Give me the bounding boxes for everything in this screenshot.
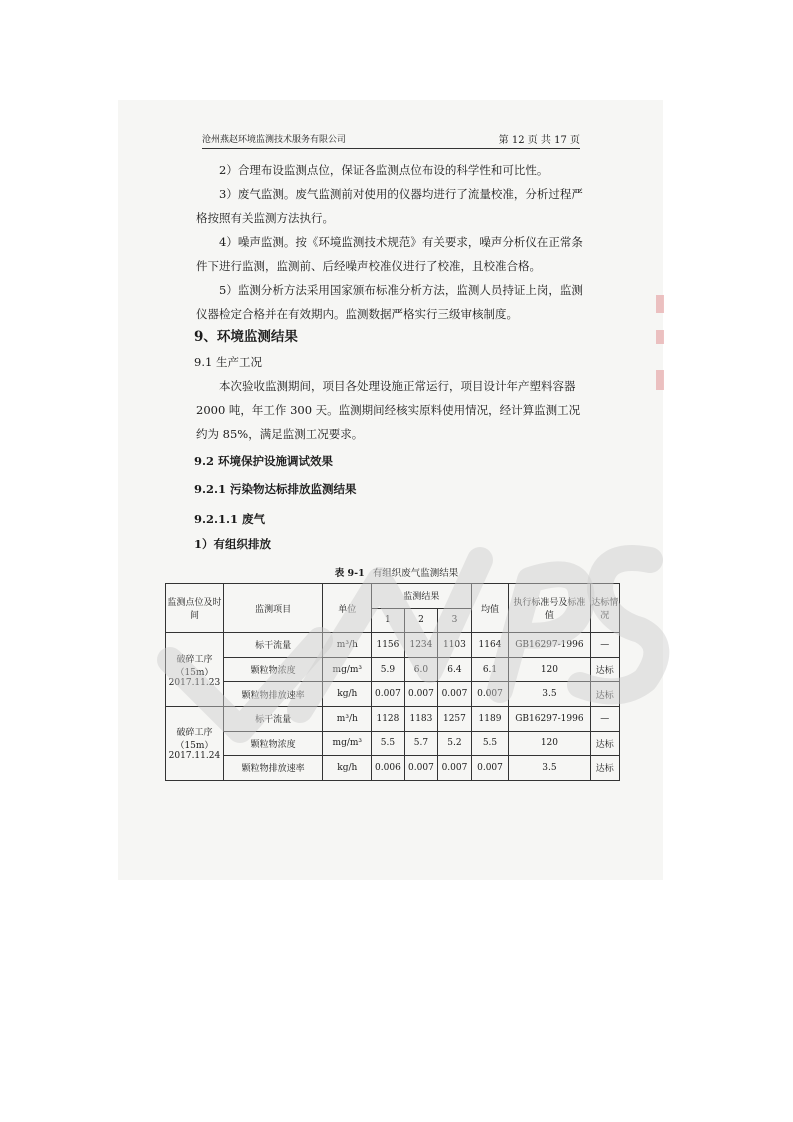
section-9-title: 9、环境监测结果	[194, 329, 298, 345]
subsection-title: 1）有组织排放	[194, 537, 272, 551]
item-cell: 颗粒物浓度	[223, 657, 323, 682]
item-cell: 颗粒物排放速率	[223, 682, 323, 707]
header-site: 监测点位及时间	[166, 584, 224, 633]
site-cell: 破碎工序（15m）2017.11.24	[166, 706, 224, 780]
header-average: 均值	[471, 584, 509, 633]
header-result-1: 1	[372, 608, 405, 633]
value-cell: 5.9	[372, 657, 405, 682]
unit-cell: kg/h	[323, 756, 372, 781]
value-cell: 5.5	[372, 731, 405, 756]
header-compliance: 达标情况	[590, 584, 619, 633]
table-row	[166, 633, 620, 658]
table-row	[166, 706, 620, 731]
value-cell: 6.0	[404, 657, 438, 682]
item-cell: 颗粒物排放速率	[223, 756, 323, 781]
header-unit: 单位	[323, 584, 372, 633]
value-cell: 0.007	[372, 682, 405, 707]
page-number: 第 12 页 共 17 页	[498, 135, 580, 146]
section-9-2-1-title: 9.2.1 污染物达标排放监测结果	[194, 482, 357, 496]
unit-cell: m³/h	[323, 633, 372, 658]
table-caption	[0, 565, 793, 579]
value-cell: 0.007	[438, 682, 472, 707]
compliance-cell: 达标	[590, 756, 619, 781]
table-caption-number: 表 9-1	[334, 568, 365, 579]
stamp-mark	[656, 330, 664, 344]
average-cell: 0.007	[471, 756, 509, 781]
header-result-3: 3	[438, 608, 472, 633]
table-caption-title: 有组织废气监测结果	[372, 568, 459, 579]
value-cell: 5.2	[438, 731, 472, 756]
paragraph-item-4: 4）噪声监测。按《环境监测技术规范》有关要求，噪声分析仪在正常条件下进行监测，监测前、后经噪声校准仪进行了校准，且校准合格。	[196, 235, 583, 273]
stamp-mark	[656, 295, 664, 313]
unit-cell: mg/m³	[323, 731, 372, 756]
compliance-cell: 达标	[590, 682, 619, 707]
unit-cell: kg/h	[323, 682, 372, 707]
value-cell: 1128	[372, 706, 405, 731]
header-standard: 执行标准号及标准值	[509, 584, 590, 633]
site-cell: 破碎工序（15m）2017.11.23	[166, 633, 224, 707]
page-header	[202, 128, 580, 149]
paragraph-item-5: 5）监测分析方法采用国家颁布标准分析方法，监测人员持证上岗，监测仪器检定合格并在有效期内。监测数据严格实行三级审核制度。	[196, 283, 583, 321]
value-cell: 1103	[438, 633, 472, 658]
table-row	[166, 756, 620, 781]
compliance-cell: 达标	[590, 731, 619, 756]
header-results: 监测结果	[372, 584, 472, 609]
paragraph-item-2: 2）合理布设监测点位，保证各监测点位布设的科学性和可比性。	[219, 163, 549, 177]
value-cell: 1156	[372, 633, 405, 658]
unit-cell: m³/h	[323, 706, 372, 731]
compliance-cell: —	[590, 706, 619, 731]
table-row	[166, 682, 620, 707]
value-cell: 6.4	[438, 657, 472, 682]
value-cell: 5.7	[404, 731, 438, 756]
standard-cell: GB16297-1996	[509, 706, 590, 731]
average-cell: 6.1	[471, 657, 509, 682]
header-result-2: 2	[404, 608, 438, 633]
section-9-2-1-1-title: 9.2.1.1 废气	[194, 512, 266, 526]
emission-table	[165, 583, 620, 781]
standard-cell: GB16297-1996	[509, 633, 590, 658]
table-row	[166, 657, 620, 682]
stamp-mark	[656, 370, 664, 390]
value-cell: 0.006	[372, 756, 405, 781]
standard-cell: 3.5	[509, 756, 590, 781]
value-cell: 0.007	[404, 756, 438, 781]
section-9-2-title: 9.2 环境保护设施调试效果	[194, 454, 334, 468]
item-cell: 标干流量	[223, 706, 323, 731]
section-9-1-text: 本次验收监测期间，项目各处理设施正常运行，项目设计年产塑料容器 2000 吨，年工作 300 天。监测期间经核实原料使用情况，经计算监测工况约为 85%，满足监测工况要求。	[196, 379, 581, 441]
average-cell: 1189	[471, 706, 509, 731]
header-item: 监测项目	[223, 584, 323, 633]
average-cell: 1164	[471, 633, 509, 658]
value-cell: 1234	[404, 633, 438, 658]
value-cell: 1257	[438, 706, 472, 731]
average-cell: 0.007	[471, 682, 509, 707]
value-cell: 0.007	[404, 682, 438, 707]
standard-cell: 120	[509, 657, 590, 682]
compliance-cell: —	[590, 633, 619, 658]
value-cell: 1183	[404, 706, 438, 731]
company-name: 沧州燕赵环境监测技术服务有限公司	[202, 135, 347, 145]
item-cell: 颗粒物浓度	[223, 731, 323, 756]
section-9-1-title: 9.1 生产工况	[194, 355, 262, 369]
value-cell: 0.007	[438, 756, 472, 781]
standard-cell: 3.5	[509, 682, 590, 707]
standard-cell: 120	[509, 731, 590, 756]
average-cell: 5.5	[471, 731, 509, 756]
paragraph-item-3: 3）废气监测。废气监测前对使用的仪器均进行了流量校准，分析过程严格按照有关监测方法执行。	[196, 187, 583, 225]
item-cell: 标干流量	[223, 633, 323, 658]
unit-cell: mg/m³	[323, 657, 372, 682]
table-row	[166, 731, 620, 756]
compliance-cell: 达标	[590, 657, 619, 682]
